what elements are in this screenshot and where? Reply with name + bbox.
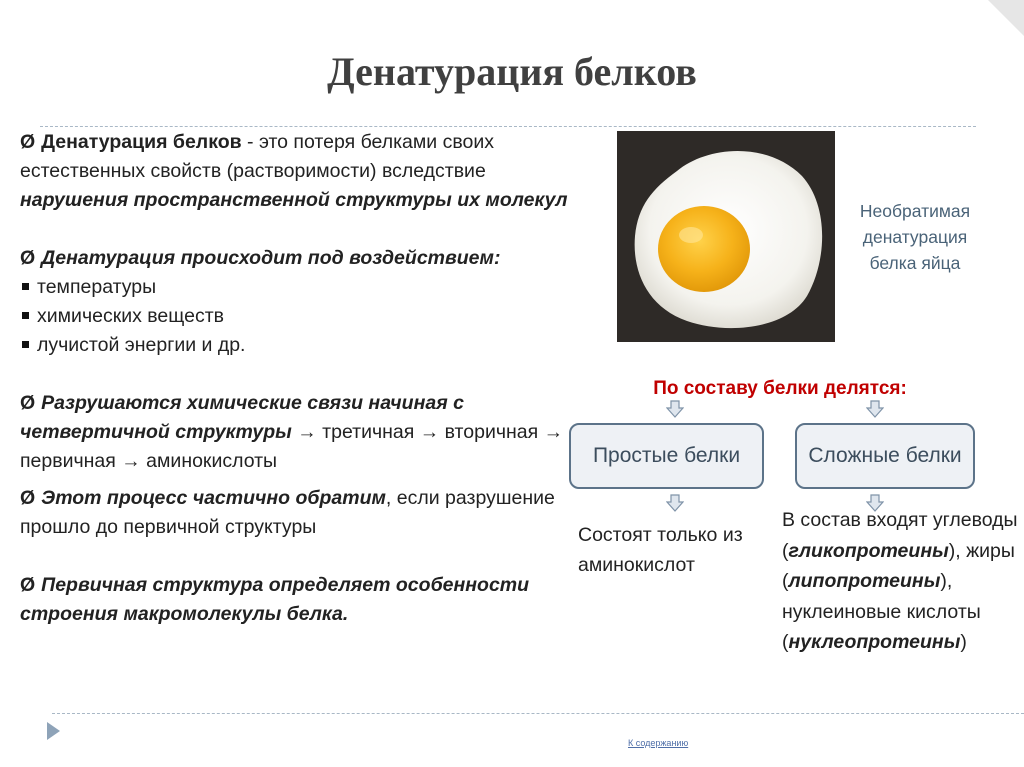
square-bullet-icon [22,341,29,348]
complex-proteins-description [782,505,1022,658]
composition-heading: По составу белки делятся: [653,378,907,399]
causes-paragraph [20,244,580,273]
simple-proteins-label: Простые белки [592,444,741,467]
complex-emphasis: гликопротеины [788,539,949,562]
definition-text: - это потеря белками своих естественных свойств (растворимости) вследствие [20,131,494,182]
bonds-emphasis: Разрушаются химические связи начиная с четвертичной структуры [20,392,464,443]
primary-emphasis: Первичная структура определяет особенности строения макромолекулы белка. [20,574,530,625]
reversibility-text: , если разрушение прошло до первичной структуры [20,487,555,538]
cause-label: химических веществ [37,305,224,327]
complex-emphasis: липопротеины [788,570,941,592]
complex-text-part: В состав входят углеводы ( [782,509,1018,562]
list-item [20,273,580,302]
square-bullet-icon [22,312,29,319]
left-column [20,128,580,629]
bonds-text: → третичная → вторичная → первичная → аминокислоты [20,421,564,472]
reversibility-emphasis: Этот процесс частично обратим [41,487,386,509]
down-arrow-icon [666,494,684,512]
down-arrow-icon [666,400,684,418]
title-divider [40,126,976,127]
footer-divider [52,713,1024,714]
simple-proteins-box [569,423,764,489]
causes-heading: Денатурация происходит под воздействием: [41,247,501,269]
simple-proteins-description: Состоят только из аминокислот [578,524,743,576]
complex-text-part: ) [960,631,967,653]
complex-proteins-box [795,423,975,489]
complex-emphasis: нуклеопротеины [788,631,961,653]
list-item [20,331,580,360]
definition-paragraph [20,128,580,215]
arrow-bullet-icon: Ø [20,131,36,153]
definition-emphasis: нарушения пространственной структуры их молекул [20,189,568,211]
arrow-bullet-icon: Ø [20,392,36,414]
definition-term: Денатурация белков [41,131,242,153]
reversibility-paragraph [20,484,580,542]
arrow-bullet-icon: Ø [20,574,36,596]
fried-egg-photo [617,131,835,342]
arrow-bullet-icon: Ø [20,247,36,269]
cause-label: лучистой энергии и др. [37,334,246,356]
complex-proteins-label: Сложные белки [808,444,962,467]
list-item [20,302,580,331]
table-of-contents-link[interactable]: К содержанию [628,738,689,748]
page-title: Денатурация белков [327,49,697,94]
down-arrow-icon [866,400,884,418]
cause-label: температуры [37,276,157,298]
corner-decoration [988,0,1024,36]
photo-caption: Необратимая денатурация белка яйца [859,201,971,273]
bonds-paragraph [20,389,580,476]
arrow-bullet-icon: Ø [20,487,36,509]
primary-paragraph [20,571,580,629]
play-triangle-icon [47,722,60,740]
square-bullet-icon [22,283,29,290]
complex-text-part: ), нуклеиновые кислоты ( [782,570,981,653]
complex-text-part: ), жиры ( [782,539,1015,592]
